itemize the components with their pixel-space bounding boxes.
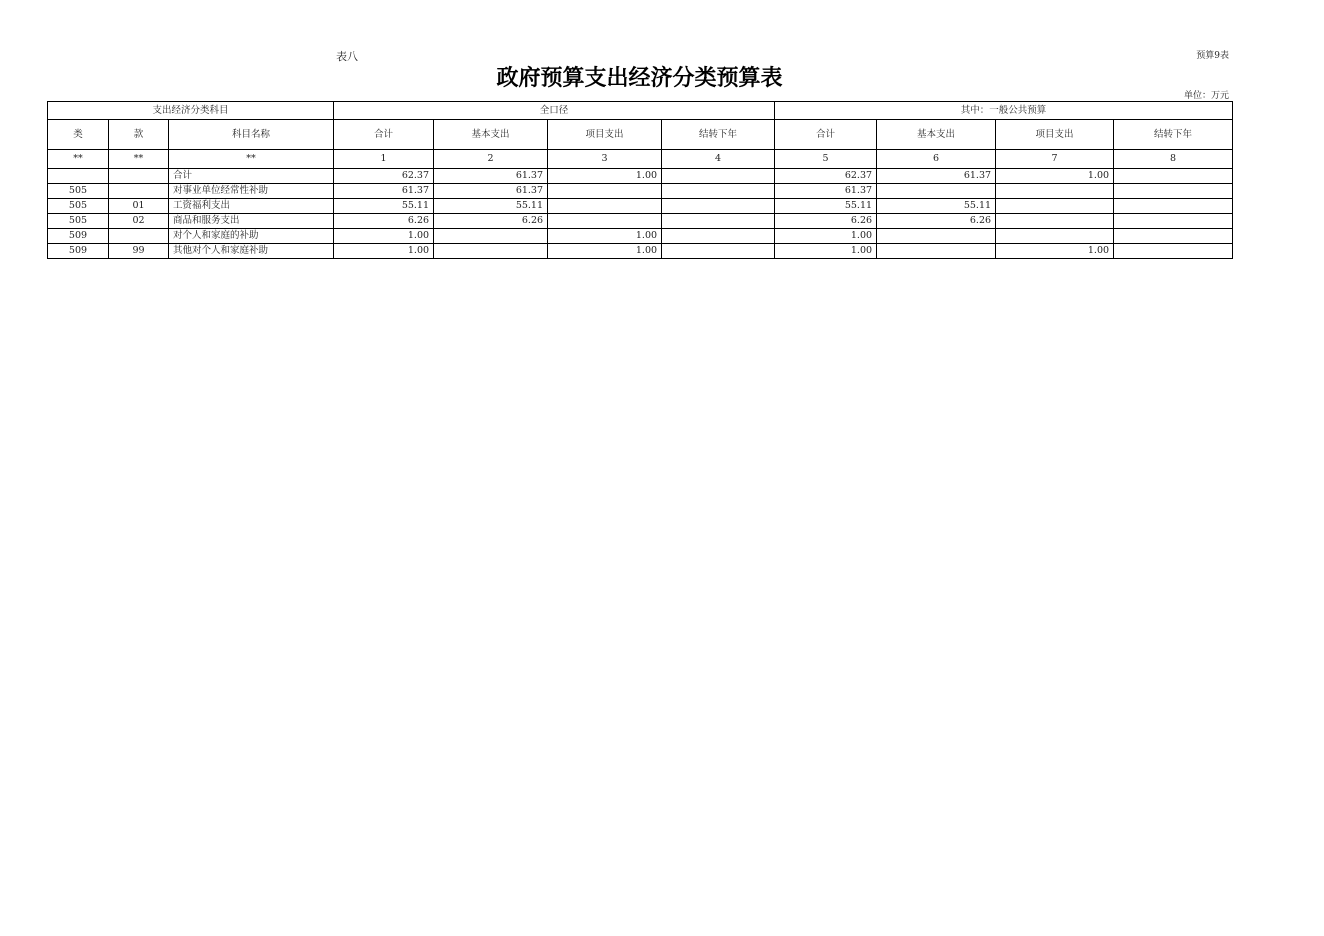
table-row xyxy=(48,169,1233,184)
cell-category: 509 xyxy=(48,229,109,244)
cell-amount: 55.11 xyxy=(775,199,877,214)
cell-amount xyxy=(1114,214,1233,229)
cell-subcategory: 02 xyxy=(109,214,169,229)
group-header-row xyxy=(48,102,1233,120)
column-header: 合计 xyxy=(775,120,877,150)
column-header-row xyxy=(48,120,1233,150)
page-title: 政府预算支出经济分类预算表 xyxy=(496,65,783,91)
index-cell: 8 xyxy=(1114,150,1233,169)
cell-amount xyxy=(996,184,1114,199)
column-header: 款 xyxy=(109,120,169,150)
cell-amount xyxy=(1114,244,1233,259)
column-header: 基本支出 xyxy=(877,120,996,150)
index-cell: ** xyxy=(109,150,169,169)
cell-amount xyxy=(548,199,662,214)
cell-amount: 55.11 xyxy=(877,199,996,214)
cell-amount xyxy=(434,244,548,259)
cell-amount: 1.00 xyxy=(548,169,662,184)
cell-amount xyxy=(548,184,662,199)
cell-amount xyxy=(996,229,1114,244)
cell-amount: 1.00 xyxy=(334,244,434,259)
cell-amount: 6.26 xyxy=(334,214,434,229)
cell-amount xyxy=(662,244,775,259)
cell-amount xyxy=(548,214,662,229)
cell-amount xyxy=(996,199,1114,214)
cell-amount xyxy=(662,199,775,214)
cell-item-name: 合计 xyxy=(169,169,334,184)
cell-subcategory: 99 xyxy=(109,244,169,259)
column-header: 项目支出 xyxy=(548,120,662,150)
cell-amount: 1.00 xyxy=(334,229,434,244)
column-header: 项目支出 xyxy=(996,120,1114,150)
cell-amount: 6.26 xyxy=(877,214,996,229)
table-row xyxy=(48,214,1233,229)
cell-category: 505 xyxy=(48,184,109,199)
budget-table xyxy=(47,101,1233,259)
cell-amount: 61.37 xyxy=(334,184,434,199)
cell-amount xyxy=(662,184,775,199)
cell-category: 505 xyxy=(48,214,109,229)
cell-amount: 1.00 xyxy=(775,229,877,244)
cell-category: 509 xyxy=(48,244,109,259)
cell-amount: 55.11 xyxy=(434,199,548,214)
cell-amount: 62.37 xyxy=(334,169,434,184)
cell-subcategory xyxy=(109,184,169,199)
cell-amount: 1.00 xyxy=(548,244,662,259)
cell-amount: 6.26 xyxy=(775,214,877,229)
table-row xyxy=(48,184,1233,199)
index-cell: 6 xyxy=(877,150,996,169)
cell-amount xyxy=(434,229,548,244)
index-cell: 3 xyxy=(548,150,662,169)
cell-amount: 61.37 xyxy=(434,169,548,184)
form-code-label: 预算9表 xyxy=(1196,51,1229,61)
column-header: 科目名称 xyxy=(169,120,334,150)
column-header: 类 xyxy=(48,120,109,150)
index-cell: 7 xyxy=(996,150,1114,169)
column-header: 基本支出 xyxy=(434,120,548,150)
index-cell: 1 xyxy=(334,150,434,169)
cell-amount: 6.26 xyxy=(434,214,548,229)
cell-amount: 62.37 xyxy=(775,169,877,184)
index-cell: ** xyxy=(169,150,334,169)
cell-amount: 1.00 xyxy=(996,169,1114,184)
cell-item-name: 工资福利支出 xyxy=(169,199,334,214)
table-number-label: 表八 xyxy=(336,50,358,63)
cell-amount xyxy=(877,229,996,244)
cell-amount xyxy=(662,229,775,244)
group-header-all-funds: 全口径 xyxy=(334,102,775,120)
cell-amount: 61.37 xyxy=(877,169,996,184)
index-cell: 4 xyxy=(662,150,775,169)
cell-amount xyxy=(877,184,996,199)
group-header-classification: 支出经济分类科目 xyxy=(48,102,334,120)
unit-label: 单位：万元 xyxy=(1183,91,1229,101)
cell-subcategory xyxy=(109,169,169,184)
index-row xyxy=(48,150,1233,169)
index-cell: ** xyxy=(48,150,109,169)
cell-amount: 61.37 xyxy=(434,184,548,199)
cell-subcategory xyxy=(109,229,169,244)
cell-amount: 55.11 xyxy=(334,199,434,214)
cell-item-name: 其他对个人和家庭补助 xyxy=(169,244,334,259)
table-row xyxy=(48,199,1233,214)
cell-item-name: 对个人和家庭的补助 xyxy=(169,229,334,244)
index-cell: 2 xyxy=(434,150,548,169)
cell-amount xyxy=(662,169,775,184)
table-row xyxy=(48,244,1233,259)
cell-amount: 1.00 xyxy=(996,244,1114,259)
cell-amount xyxy=(996,214,1114,229)
cell-item-name: 商品和服务支出 xyxy=(169,214,334,229)
cell-category xyxy=(48,169,109,184)
cell-amount xyxy=(1114,199,1233,214)
cell-amount: 1.00 xyxy=(775,244,877,259)
index-cell: 5 xyxy=(775,150,877,169)
cell-amount: 1.00 xyxy=(548,229,662,244)
cell-amount xyxy=(1114,184,1233,199)
column-header: 合计 xyxy=(334,120,434,150)
cell-amount xyxy=(662,214,775,229)
cell-amount: 61.37 xyxy=(775,184,877,199)
cell-item-name: 对事业单位经常性补助 xyxy=(169,184,334,199)
column-header: 结转下年 xyxy=(1114,120,1233,150)
group-header-general-budget: 其中：一般公共预算 xyxy=(775,102,1233,120)
cell-subcategory: 01 xyxy=(109,199,169,214)
cell-amount xyxy=(1114,169,1233,184)
table-row xyxy=(48,229,1233,244)
cell-amount xyxy=(1114,229,1233,244)
cell-amount xyxy=(877,244,996,259)
column-header: 结转下年 xyxy=(662,120,775,150)
cell-category: 505 xyxy=(48,199,109,214)
